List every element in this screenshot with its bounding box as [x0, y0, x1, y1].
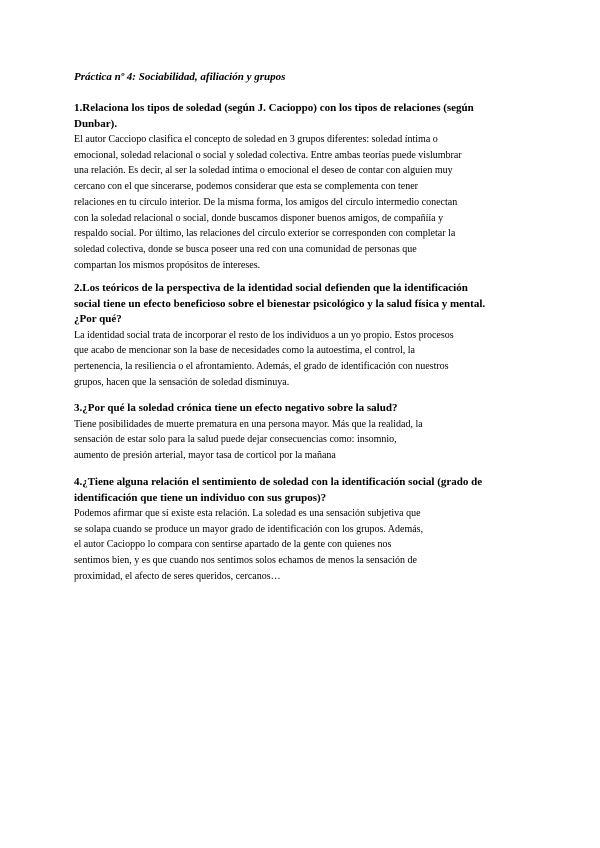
question-line: 2.Los teóricos de la perspectiva de la identidad social defienden que la identificación: [74, 282, 468, 294]
answer-line: respaldo social. Por último, las relaciones del círculo exterior se corresponden con completar la: [74, 228, 456, 240]
answer-line: aumento de presión arterial, mayor tasa de corticol por la mañana: [74, 449, 336, 461]
answer-line: pertenencia, la resiliencia o el afrontamiento. Además, el grado de identificación con nuestros: [74, 360, 449, 372]
section-3: [74, 401, 534, 464]
answer-3: [74, 417, 534, 464]
question-2: [74, 281, 534, 328]
answer-line: emocional, soledad relacional o social y soledad colectiva. Entre ambas teorías puede vislumbrar: [74, 149, 462, 161]
answer-line: soledad colectiva, donde se busca poseer una red con una comunidad de personas que: [74, 243, 417, 255]
answer-line: Podemos afirmar que sí existe esta relación. La soledad es una sensación subjetiva que: [74, 508, 421, 519]
question-line: 4.¿Tiene alguna relación el sentimiento de soledad con la identificación social (grado de: [74, 476, 483, 488]
answer-line: con la soledad relacional o social, donde buscamos disponer buenos amigos, de compañíía y: [74, 212, 444, 224]
question-line: 3.¿Por qué la soledad crónica tiene un efecto negativo sobre la salud?: [74, 402, 398, 414]
question-line: Dunbar).: [74, 117, 118, 130]
question-3: [74, 401, 534, 417]
question-line: identificación que tiene un individuo con sus grupos)?: [74, 491, 327, 504]
answer-line: Tiene posibilidades de muerte prematura en una persona mayor. Más que la realidad, la: [74, 418, 423, 430]
answer-line: sensación de estar solo para la salud puede dejar consecuencias como: insomnio,: [74, 434, 397, 446]
question-4: [74, 475, 534, 506]
answer-2: [74, 328, 534, 391]
answer-4: [74, 506, 534, 585]
question-line: social tiene un efecto beneficioso sobre el bienestar psicológico y la salud física y mental.: [74, 297, 486, 310]
section-2: [74, 281, 534, 390]
answer-line: grupos, hacen que la sensación de soledad disminuya.: [74, 376, 290, 388]
question-line: ¿Por qué?: [74, 313, 122, 325]
answer-line: sentimos bien, y es que cuando nos sentimos solos echamos de menos la sensación de: [74, 555, 417, 567]
answer-line: La identidad social trata de incorporar el resto de los individuos a un yo propio. Estos procesos: [74, 329, 454, 341]
answer-line: cercano con el que sincerarse, podemos considerar que esta se complementa con tener: [74, 181, 419, 193]
section-1: [74, 101, 534, 273]
answer-1: [74, 132, 534, 273]
answer-line: relaciones en tu círculo interior. De la misma forma, los amigos del círculo intermedio conectan: [74, 196, 458, 208]
question-line: 1.Relaciona los tipos de soledad (según J. Cacioppo) con los tipos de relaciones (según: [74, 102, 474, 114]
answer-line: que acabo de mencionar son la base de necesidades como la autoestima, el control, la: [74, 345, 415, 357]
question-1: [74, 101, 534, 132]
document-title: Práctica nº 4: Sociabilidad, afiliación y grupos: [74, 71, 286, 83]
answer-line: El autor Cacciopo clasifica el concepto de soledad en 3 grupos diferentes: soledad íntima o: [74, 134, 438, 145]
answer-line: una relación. Es decir, al ser la soledad íntima o emocional el deseo de contar con alguien muy: [74, 165, 453, 177]
answer-line: proximidad, el afecto de seres queridos, cercanos…: [74, 570, 281, 582]
section-4: [74, 475, 534, 585]
answer-line: compartan los mismos propósitos de intereses.: [74, 259, 261, 271]
answer-line: se solapa cuando se produce un mayor grado de identificación con los grupos. Además,: [74, 523, 424, 535]
answer-line: el autor Cacioppo lo compara con sentirse apartado de la gente con quienes nos: [74, 539, 392, 551]
